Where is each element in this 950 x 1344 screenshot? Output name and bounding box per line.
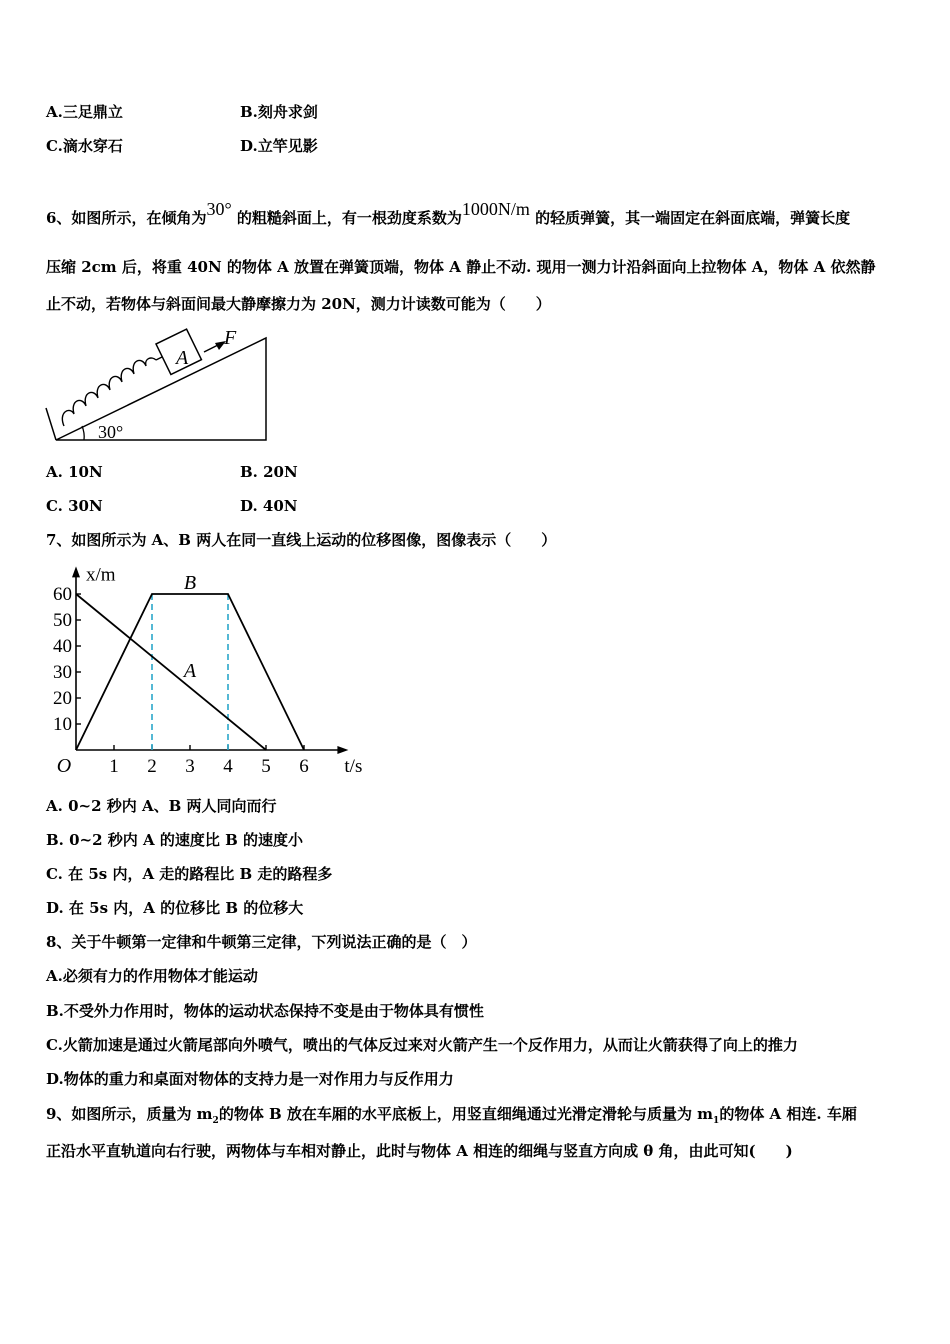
q6-option-b: B. 20N	[240, 463, 298, 481]
q6-stem-part3: 的轻质弹簧，其一端固定在斜面底端，弹簧长度	[535, 209, 851, 227]
q6-option-c: C. 30N	[46, 497, 103, 515]
q5-option-b: B.刻舟求剑	[240, 103, 318, 121]
y-tick-label: 50	[53, 610, 72, 631]
q5-option-a: A.三足鼎立	[46, 103, 123, 121]
q6-stem-line3: 止不动，若物体与斜面间最大静摩擦力为 20N，测力计读数可能为（ ）	[46, 295, 551, 313]
q8-option-c: C.火箭加速是通过火箭尾部向外喷气，喷出的气体反过来对火箭产生一个反作用力，从而让火箭获得了向上的推力	[46, 1036, 798, 1054]
angle-label: 30°	[98, 422, 124, 442]
force-label: F	[224, 327, 237, 349]
q8-option-d: D.物体的重力和桌面对物体的支持力是一对作用力与反作用力	[46, 1070, 454, 1088]
q9-text-b: 的物体 B 放在车厢的水平底板上，用竖直细绳通过光滑定滑轮与质量为 m	[218, 1105, 714, 1123]
series-line-a	[76, 594, 266, 750]
y-axis-title: x/m	[86, 564, 116, 586]
q8-stem: 8、关于牛顿第一定律和牛顿第三定律，下列说法正确的是（ ）	[46, 933, 477, 951]
q9-text-a: 9、如图所示，质量为 m	[46, 1105, 213, 1123]
x-axis-title: t/s	[344, 756, 363, 777]
angle-arc	[82, 426, 84, 440]
x-tick-label: 4	[223, 756, 233, 777]
block-a-label: A	[176, 347, 189, 369]
q6-option-a: A. 10N	[46, 463, 103, 481]
q7-option-c: C. 在 5s 内，A 走的路程比 B 走的路程多	[46, 865, 333, 883]
spring-rod	[156, 357, 162, 360]
q6-option-d: D. 40N	[240, 497, 298, 515]
q6-stiffness: 1000N/m	[461, 199, 530, 219]
q7-option-b: B. 0~2 秒内 A 的速度比 B 的速度小	[46, 831, 303, 849]
q5-option-c: C.滴水穿石	[46, 137, 123, 155]
q6-stem-part2: 的粗糙斜面上，有一根劲度系数为	[236, 209, 462, 227]
q7-option-a: A. 0~2 秒内 A、B 两人同向而行	[46, 797, 277, 815]
q6-stem-line2: 压缩 2cm 后，将重 40N 的物体 A 放置在弹簧顶端，物体 A 静止不动. 现用一测力计沿斜面向上拉物体 A，物体 A 依然静	[46, 258, 876, 276]
q7-option-d: D. 在 5s 内，A 的位移比 B 的位移大	[46, 899, 304, 917]
x-tick-label: 6	[299, 756, 309, 777]
y-tick-label: 10	[53, 714, 72, 735]
q8-option-a: A.必须有力的作用物体才能运动	[46, 967, 258, 985]
q7-stem: 7、如图所示为 A、B 两人在同一直线上运动的位移图像，图像表示（ ）	[46, 531, 557, 549]
q5-option-d: D.立竿见影	[240, 137, 318, 155]
q9-sub-2: 2	[212, 1116, 219, 1126]
series-label-a: A	[183, 660, 197, 683]
x-tick-label: 3	[185, 756, 195, 777]
x-tick-label: 1	[109, 756, 119, 777]
incline-spring-figure	[40, 322, 280, 447]
q6-stem-part1: 6、如图所示，在倾角为	[46, 209, 207, 227]
q9-sub-1: 1	[713, 1116, 720, 1126]
y-tick-label: 40	[53, 636, 72, 657]
q8-option-b: B.不受外力作用时，物体的运动状态保持不变是由于物体具有惯性	[46, 1002, 484, 1020]
q6-angle: 30°	[206, 199, 232, 219]
y-tick-label: 60	[53, 584, 72, 605]
position-time-chart	[40, 558, 363, 780]
series-label-b: B	[183, 572, 197, 594]
origin-label: O	[56, 755, 72, 777]
q9-stem-line1	[46, 1104, 857, 1131]
x-tick-label: 2	[147, 756, 157, 777]
x-tick-label: 5	[261, 756, 271, 777]
q9-text-c: 的物体 A 相连. 车厢	[719, 1105, 857, 1123]
x-axis-arrow	[337, 746, 348, 754]
q6-stem-line1	[46, 199, 851, 228]
y-axis-arrow	[72, 566, 80, 577]
y-tick-label: 30	[53, 662, 72, 683]
q9-stem-line2: 正沿水平直轨道向右行驶，两物体与车相对静止，此时与物体 A 相连的细绳与竖直方向成 θ 角，由此可知( )	[46, 1142, 793, 1160]
y-tick-label: 20	[53, 688, 72, 709]
ground-line	[46, 408, 56, 440]
spring	[62, 358, 156, 426]
